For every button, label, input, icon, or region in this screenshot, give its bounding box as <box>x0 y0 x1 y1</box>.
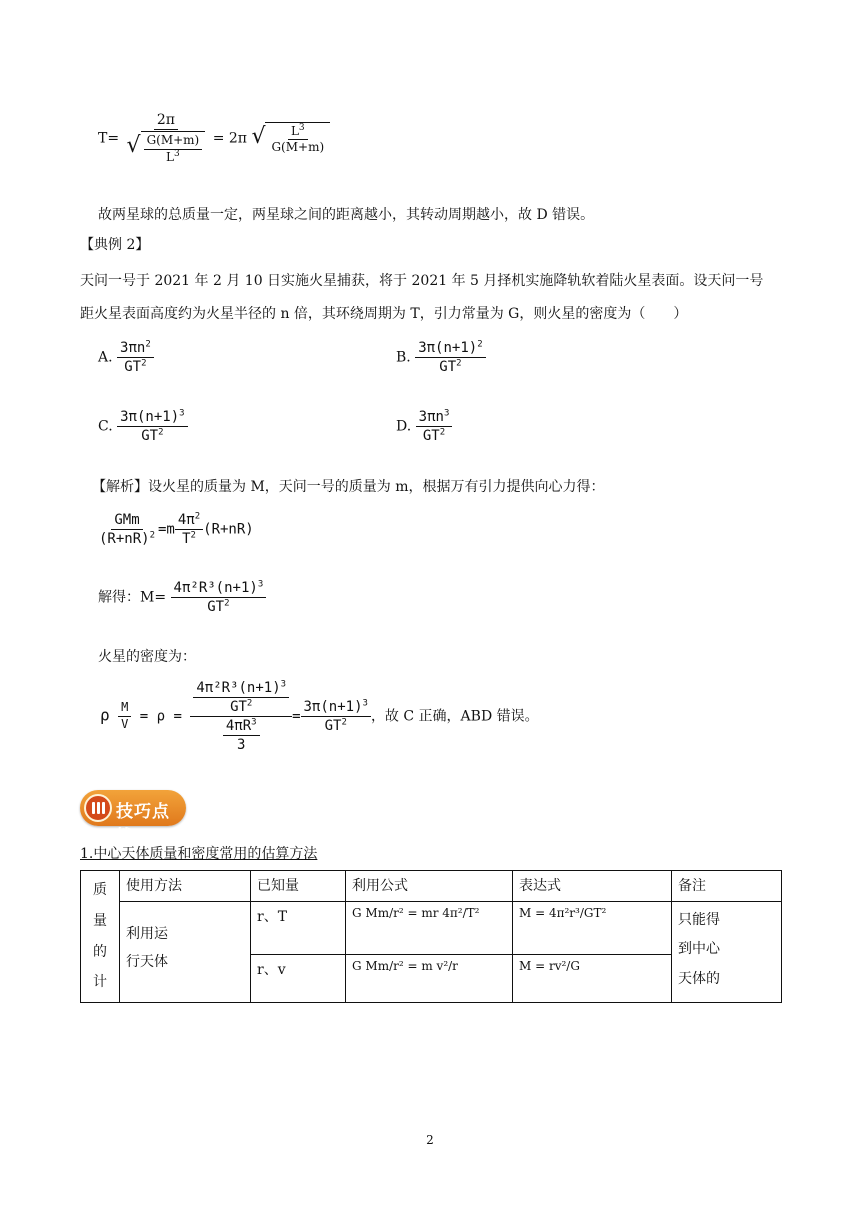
header-known: 已知量 <box>251 871 346 902</box>
problem-line-2: 距火星表面高度约为火星半径的 n 倍，其环绕周期为 T，引力常量为 G，则火星的密度为（ ） <box>80 306 688 322</box>
option-d: D. $\frac{3\pi n^3}{GT^2}$ <box>396 409 452 444</box>
known-cell-2: r、v <box>251 954 346 1003</box>
header-formula: 利用公式 <box>346 871 513 902</box>
gravity-equation: $\frac{\text{GMm}}{(R+nR)^2}$ =m $\frac{4\pi^2}{T^2}$ (R+nR) <box>99 511 254 548</box>
header-note: 备注 <box>672 871 782 902</box>
method-cell: 利用运 行天体 <box>120 902 251 1003</box>
option-a: A. $\frac{3\pi n^2}{GT^2}$ <box>98 340 154 375</box>
formula-cell-2: G Mm/r² = m v²/r <box>346 954 513 1003</box>
sqrt-symbol: √ $\frac{G(M+m)}{L^3}$ <box>127 131 206 165</box>
book-icon <box>84 794 112 822</box>
formula-lhs: T= <box>98 130 120 147</box>
estimation-table <box>80 870 782 1003</box>
option-b: B. $\frac{3\pi(n+1)^2}{GT^2}$ <box>396 340 486 375</box>
example-heading: 【典例 2】 <box>80 237 150 253</box>
problem-line-1: 天问一号于 2021 年 2 月 10 日实施火星捕获，将于 2021 年 5 月择机实施降轨软着陆火星表面。设天问一号 <box>80 273 764 289</box>
expression-cell-1: M = 4π²r³/GT² <box>513 902 672 955</box>
tips-badge-label: 技巧点拨 <box>116 802 170 847</box>
expression-cell-2: M = rv²/G <box>513 954 672 1003</box>
section-title: 1.中心天体质量和密度常用的估算方法 <box>80 846 318 862</box>
analysis-text: 【解析】设火星的质量为 M，天问一号的质量为 m，根据万有引力提供向心力得： <box>92 479 605 495</box>
side-header-cell: 质 量 的 计 <box>81 871 120 1003</box>
known-cell-1: r、T <box>251 902 346 955</box>
note-cell: 只能得 到中心 天体的 <box>672 902 782 1003</box>
density-equation: ρ $\frac{M}{V}$ = ρ = $\frac{\frac{4\pi^2R^3(n+1)^3}{GT^2}}{\frac{4\pi R^3}{3}}$ = $\frac{3\pi(n+1)^3}{GT^2}$ ，故 C 正确，ABD 错误。 <box>100 679 539 754</box>
mass-solution: 解得：M= $\frac{4\pi^2R^3(n+1)^3}{GT^2}$ <box>98 580 266 615</box>
tips-badge <box>80 790 186 847</box>
header-method: 使用方法 <box>120 871 251 902</box>
conclusion-text: 故两星球的总质量一定，两星球之间的距离越小，其转动周期越小，故 D 错误。 <box>98 207 595 223</box>
option-c: C. $\frac{3\pi(n+1)^3}{GT^2}$ <box>98 409 188 444</box>
page-number: 2 <box>426 1133 434 1147</box>
density-label: 火星的密度为： <box>98 649 196 665</box>
header-expression: 表达式 <box>513 871 672 902</box>
period-formula: T= 2π √ $\frac{G(M+m)}{L^3}$ = 2π √ $\frac{L^3}{G(M+m)}$ <box>98 112 330 165</box>
formula-cell-1: G Mm/r² = mr 4π²/T² <box>346 902 513 955</box>
